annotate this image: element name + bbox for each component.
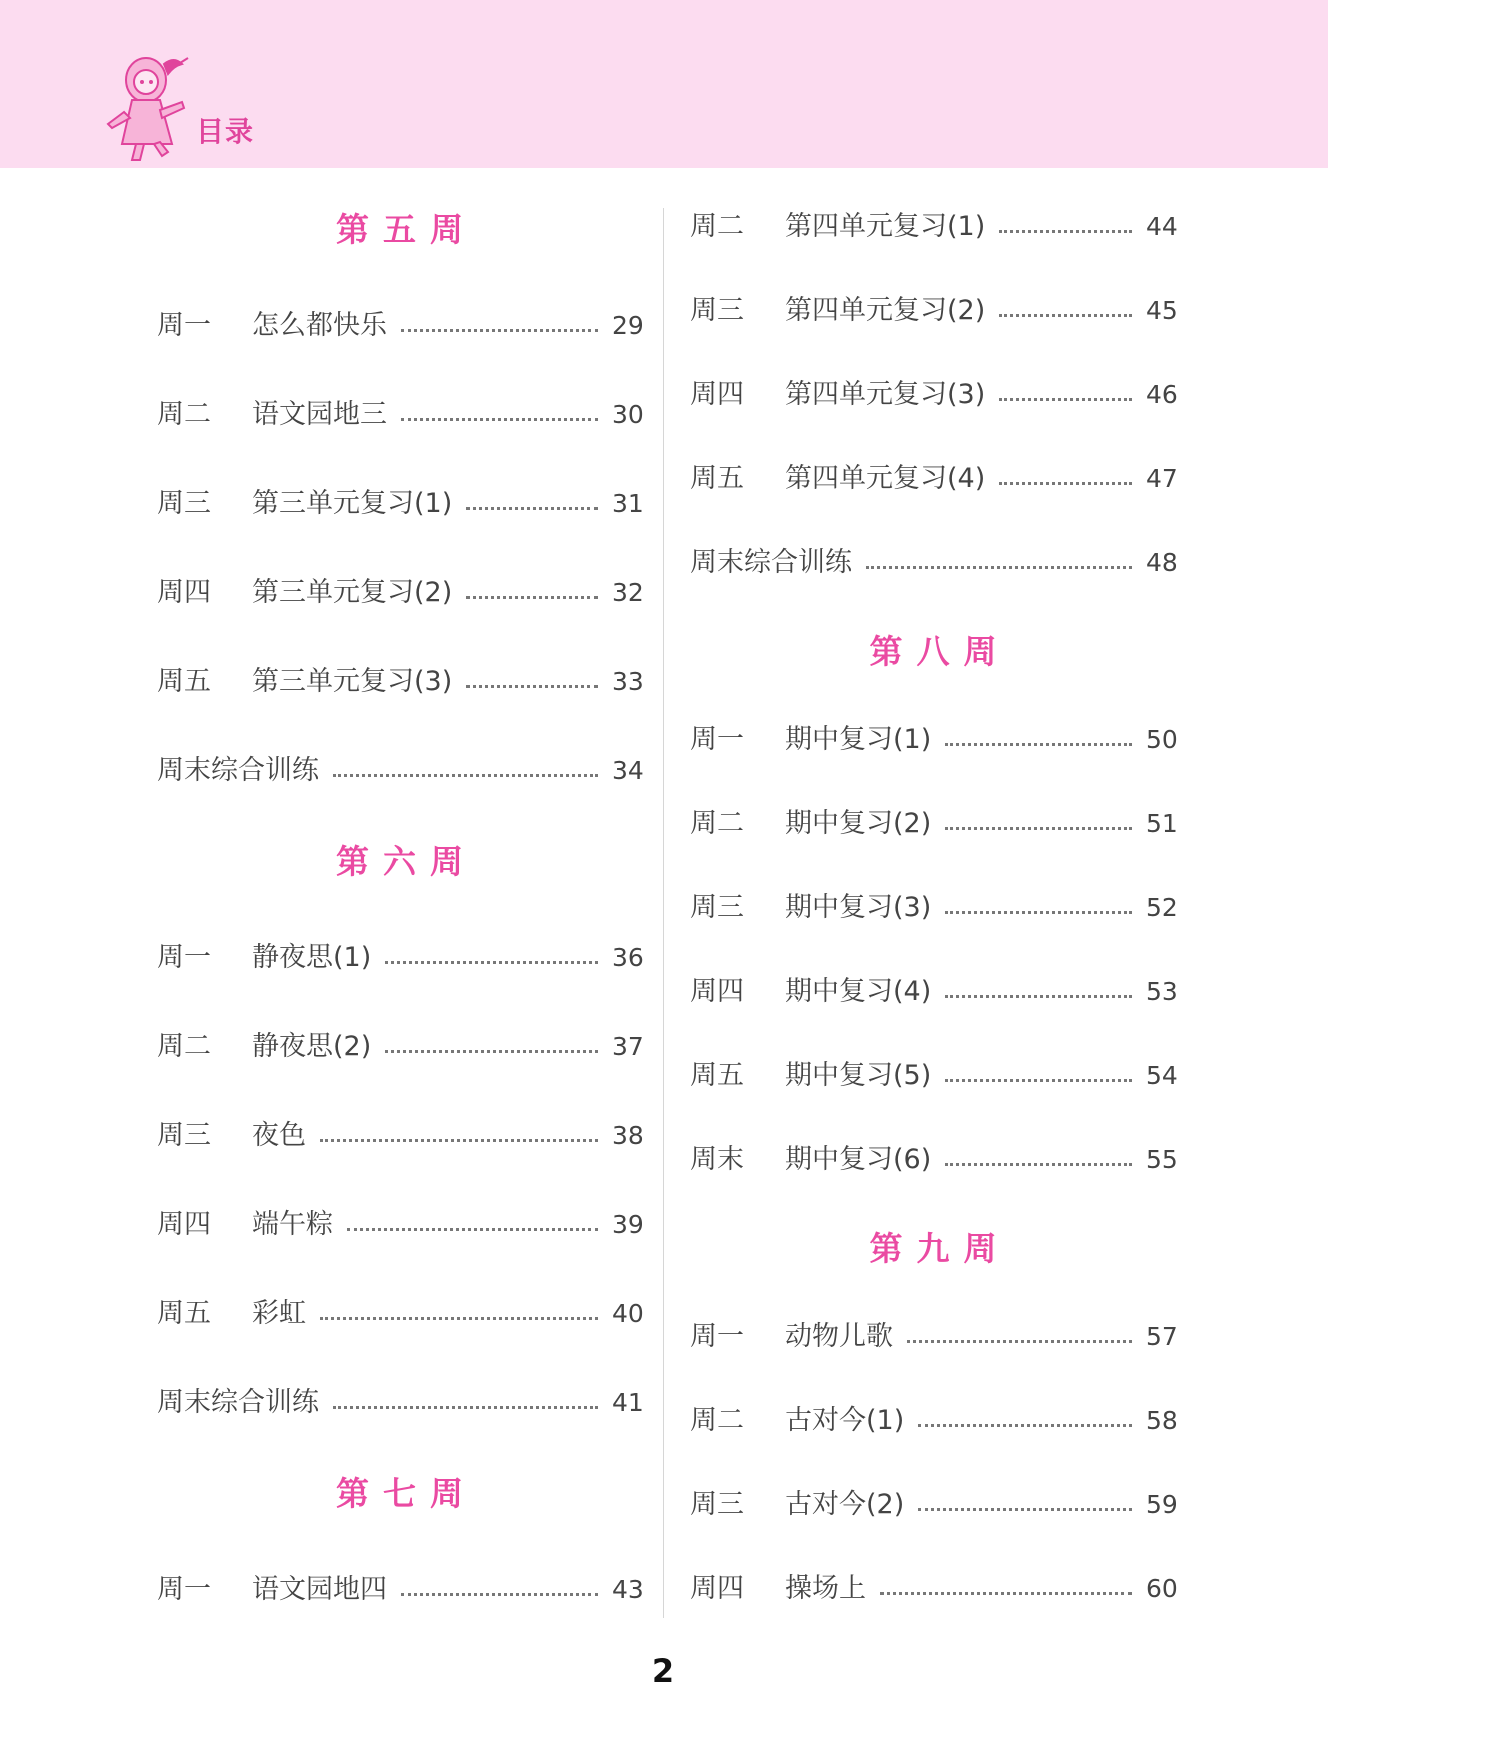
toc-entry[interactable] [690, 888, 1176, 928]
entry-page: 48 [1146, 548, 1178, 577]
entry-lesson: 期中复习(4) [785, 976, 932, 1007]
entry-day: 周一 [690, 1321, 744, 1352]
entry-day: 周一 [157, 942, 211, 973]
toc-entry[interactable] [157, 662, 642, 702]
entry-lesson: 端午粽 [252, 1209, 333, 1240]
entry-day: 周二 [690, 211, 744, 242]
toc-entry[interactable] [690, 804, 1176, 844]
toc-entry[interactable] [157, 1383, 642, 1423]
entry-day: 周五 [690, 463, 744, 494]
entry-day: 周四 [690, 1573, 744, 1604]
toc-entry[interactable] [157, 938, 642, 978]
toc-entry[interactable] [690, 1569, 1176, 1609]
dot-leader [401, 418, 598, 421]
dot-leader [320, 1139, 598, 1142]
dot-leader [945, 1163, 1132, 1166]
entry-lesson: 古对今(1) [785, 1405, 905, 1436]
entry-lesson: 第四单元复习(1) [785, 211, 986, 242]
toc-entry[interactable] [690, 972, 1176, 1012]
entry-day: 周五 [690, 1060, 744, 1091]
dot-leader [945, 995, 1132, 998]
entry-page: 36 [612, 943, 644, 972]
toc-entry[interactable] [157, 573, 642, 613]
entry-page: 46 [1146, 380, 1178, 409]
entry-page: 50 [1146, 725, 1178, 754]
entry-page: 32 [612, 578, 644, 607]
entry-day: 周二 [157, 1031, 211, 1062]
entry-page: 33 [612, 667, 644, 696]
week-heading: 第九周 [869, 1229, 1011, 1268]
toc-entry[interactable] [690, 1401, 1176, 1441]
toc-entry[interactable] [690, 720, 1176, 760]
dot-leader [466, 507, 598, 510]
entry-lesson: 语文园地三 [252, 399, 387, 430]
entry-page: 55 [1146, 1145, 1178, 1174]
toc-title: 目录 [196, 115, 255, 148]
dot-leader [945, 743, 1132, 746]
entry-day: 周三 [690, 1489, 744, 1520]
entry-page: 44 [1146, 212, 1178, 241]
entry-day: 周二 [690, 1405, 744, 1436]
entry-page: 41 [612, 1388, 644, 1417]
entry-day: 周三 [690, 892, 744, 923]
toc-entry[interactable] [690, 1485, 1176, 1525]
dot-leader [918, 1424, 1132, 1427]
entry-day: 周一 [157, 1574, 211, 1605]
entry-lesson: 怎么都快乐 [252, 310, 387, 341]
entry-page: 59 [1146, 1490, 1178, 1519]
entry-page: 47 [1146, 464, 1178, 493]
entry-day: 周五 [157, 666, 211, 697]
entry-lesson: 期中复习(1) [785, 724, 932, 755]
entry-lesson: 彩虹 [252, 1298, 306, 1329]
dot-leader [401, 329, 598, 332]
entry-day: 周三 [157, 1120, 211, 1151]
dot-leader [320, 1317, 598, 1320]
dot-leader [907, 1340, 1132, 1343]
entry-lesson: 动物儿歌 [785, 1321, 893, 1352]
entry-lesson: 第三单元复习(3) [252, 666, 453, 697]
dot-leader [880, 1592, 1132, 1595]
entry-page: 31 [612, 489, 644, 518]
toc-entry[interactable] [690, 375, 1176, 415]
entry-day: 周二 [690, 808, 744, 839]
week-heading: 第七周 [336, 1474, 477, 1513]
toc-entry[interactable] [690, 1317, 1176, 1357]
toc-entry[interactable] [157, 306, 642, 346]
entry-lesson: 古对今(2) [785, 1489, 905, 1520]
entry-page: 30 [612, 400, 644, 429]
dot-leader [918, 1508, 1132, 1511]
dot-leader [347, 1228, 598, 1231]
dot-leader [999, 398, 1132, 401]
entry-page: 29 [612, 311, 644, 340]
toc-entry[interactable] [157, 1294, 642, 1334]
toc-entry[interactable] [690, 291, 1176, 331]
toc-entry[interactable] [157, 1570, 642, 1610]
entry-lesson: 语文园地四 [252, 1574, 387, 1605]
entry-page: 53 [1146, 977, 1178, 1006]
entry-day: 周三 [157, 488, 211, 519]
toc-entry[interactable] [157, 484, 642, 524]
dot-leader [945, 911, 1132, 914]
entry-day: 周四 [690, 976, 744, 1007]
week-heading: 第五周 [336, 210, 477, 249]
entry-page: 54 [1146, 1061, 1178, 1090]
dot-leader [999, 230, 1132, 233]
entry-day: 周二 [157, 399, 211, 430]
entry-lesson: 静夜思(2) [252, 1031, 372, 1062]
toc-entry[interactable] [157, 1116, 642, 1156]
entry-lesson: 期中复习(5) [785, 1060, 932, 1091]
entry-lesson: 操场上 [785, 1573, 866, 1604]
entry-day: 周末 [690, 1144, 744, 1175]
entry-day: 周末综合训练 [157, 755, 319, 786]
entry-day: 周一 [690, 724, 744, 755]
entry-page: 38 [612, 1121, 644, 1150]
entry-lesson: 静夜思(1) [252, 942, 372, 973]
entry-page: 45 [1146, 296, 1178, 325]
dot-leader [999, 482, 1132, 485]
entry-lesson: 期中复习(2) [785, 808, 932, 839]
dot-leader [401, 1593, 598, 1596]
entry-lesson: 期中复习(6) [785, 1144, 932, 1175]
week-heading: 第八周 [869, 632, 1011, 671]
entry-day: 周末综合训练 [690, 547, 852, 578]
entry-page: 60 [1146, 1574, 1178, 1603]
entry-day: 周四 [157, 577, 211, 608]
entry-day: 周五 [157, 1298, 211, 1329]
entry-page: 57 [1146, 1322, 1178, 1351]
dot-leader [945, 1079, 1132, 1082]
entry-day: 周末综合训练 [157, 1387, 319, 1418]
toc-entry[interactable] [690, 543, 1176, 583]
entry-lesson: 期中复习(3) [785, 892, 932, 923]
toc-entry[interactable] [157, 751, 642, 791]
entry-lesson: 第三单元复习(1) [252, 488, 453, 519]
entry-day: 周四 [157, 1209, 211, 1240]
entry-day: 周一 [157, 310, 211, 341]
dot-leader [385, 1050, 598, 1053]
dot-leader [866, 566, 1132, 569]
toc-entry[interactable] [690, 459, 1176, 499]
dot-leader [945, 827, 1132, 830]
entry-page: 58 [1146, 1406, 1178, 1435]
dot-leader [999, 314, 1132, 317]
week-heading: 第六周 [336, 842, 477, 881]
toc-entry[interactable] [157, 1027, 642, 1067]
entry-lesson: 第四单元复习(4) [785, 463, 986, 494]
dot-leader [333, 1406, 598, 1409]
toc-entry[interactable] [690, 1056, 1176, 1096]
page-number: 2 [651, 1652, 675, 1690]
entry-lesson: 第三单元复习(2) [252, 577, 453, 608]
entry-day: 周三 [690, 295, 744, 326]
toc-entry[interactable] [690, 1140, 1176, 1180]
entry-page: 37 [612, 1032, 644, 1061]
entry-page: 52 [1146, 893, 1178, 922]
entry-page: 40 [612, 1299, 644, 1328]
dot-leader [466, 685, 598, 688]
entry-lesson: 第四单元复习(2) [785, 295, 986, 326]
entry-day: 周四 [690, 379, 744, 410]
dot-leader [333, 774, 598, 777]
dot-leader [466, 596, 598, 599]
dot-leader [385, 961, 598, 964]
entry-lesson: 第四单元复习(3) [785, 379, 986, 410]
entry-lesson: 夜色 [252, 1120, 306, 1151]
toc-entry[interactable] [157, 1205, 642, 1245]
entry-page: 39 [612, 1210, 644, 1239]
column-divider [663, 208, 664, 1618]
entry-page: 34 [612, 756, 644, 785]
toc-entry[interactable] [157, 395, 642, 435]
toc-entry[interactable] [690, 207, 1176, 247]
entry-page: 43 [612, 1575, 644, 1604]
entry-page: 51 [1146, 809, 1178, 838]
